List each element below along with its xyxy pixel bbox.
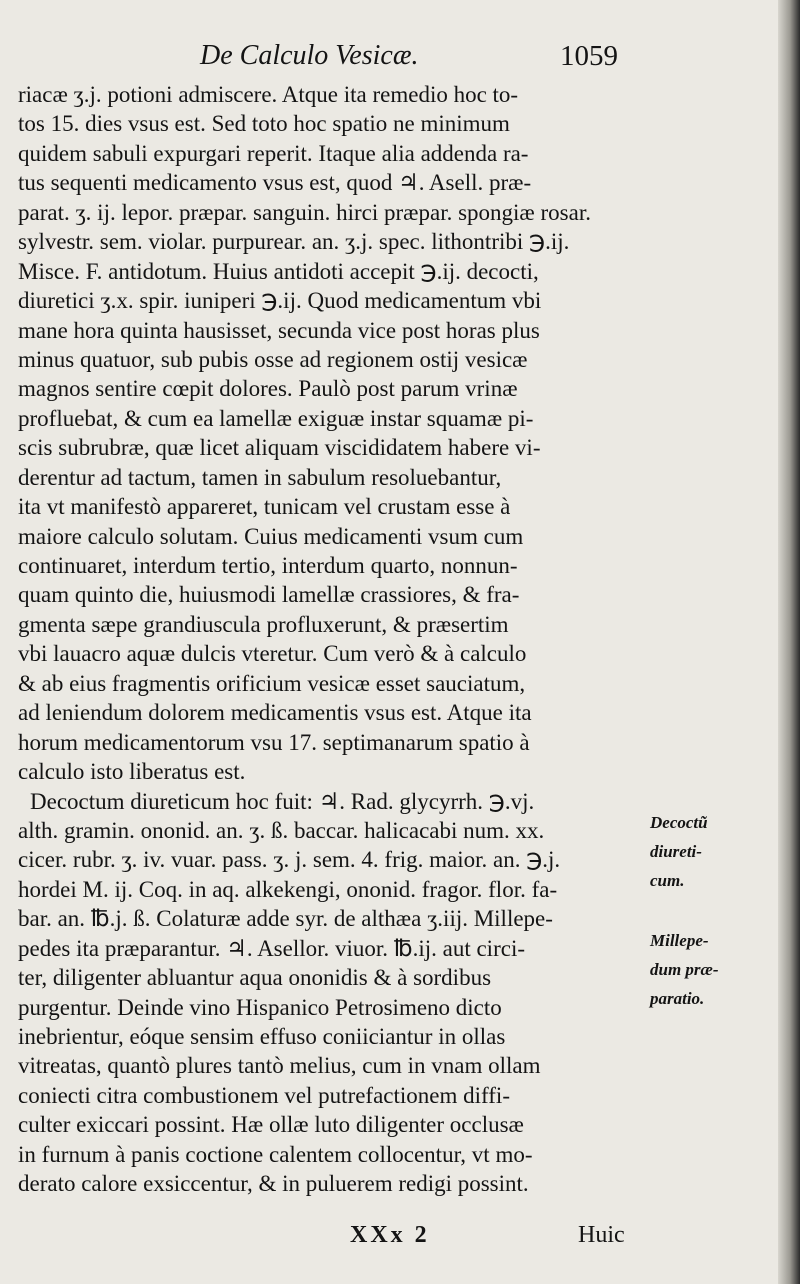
text-line: tos 15. dies vsus est. Sed toto hoc spatio ne minimum [18, 111, 510, 137]
text-line: derato calore exsiccentur, & in puluerem redigi possint. [18, 1171, 529, 1197]
text-line: mane hora quinta hausisset, secunda vice post horas plus [18, 317, 540, 343]
page-footer [0, 1222, 800, 1262]
text-line: Misce. F. antidotum. Huius antidoti accepit ℈.ij. decocti, [18, 258, 539, 284]
margin-note-millepedum [650, 926, 775, 1013]
text-line: scis subrubræ, quæ licet aliquam viscididatem habere vi- [18, 435, 541, 461]
text-line: vitreatas, quantò plures tantò melius, cum in vnam ollam [18, 1053, 541, 1079]
text-line: pedes ita præparantur. ♃. Asellor. viuor. ℔.ij. aut circi- [18, 935, 525, 961]
text-line: ad leniendum dolorem medicamentis vsus est. Atque ita [18, 700, 532, 726]
text-line: coniecti citra combustionem vel putrefactionem diffi- [18, 1082, 510, 1108]
text-line: parat. ʒ. ij. lepor. præpar. sanguin. hirci præpar. spongiæ rosar. [18, 199, 591, 225]
text-line: continuaret, interdum tertio, interdum quarto, nonnun- [18, 553, 518, 578]
text-line: & ab eius fragmentis orificium vesicæ esset sauciatum, [18, 670, 526, 696]
signature-mark: XXx 2 [350, 1222, 430, 1248]
text-line: calculo isto liberatus est. [18, 759, 246, 785]
text-line: Decoctum diureticum hoc fuit: ♃. Rad. glycyrrh. ℈.vj. [30, 788, 535, 814]
text-line: diuretici ʒ.x. spir. iuniperi ℈.ij. Quod medicamentum vbi [18, 288, 542, 314]
page-number: 1059 [560, 40, 618, 72]
margin-note-line: cum. [650, 871, 685, 890]
margin-note-line: Millepe- [650, 931, 709, 950]
text-line: gmenta sæpe grandiuscula profluxerunt, & præsertim [18, 611, 509, 637]
text-line: purgentur. Deinde vino Hispanico Petrosimeno dicto [18, 994, 502, 1020]
text-line: quam quinto die, huiusmodi lamellæ crassiores, & fra- [18, 582, 520, 608]
margin-note-line: paratio. [650, 989, 705, 1008]
text-line: horum medicamentorum vsu 17. septimanarum spatio à [18, 729, 530, 755]
text-line: culter exiccari possint. Hæ ollæ luto diligenter occlusæ [18, 1112, 524, 1138]
text-line: in furnum à panis coctione calentem collocentur, vt mo- [18, 1141, 533, 1167]
text-line: minus quatuor, sub pubis osse ad regionem ostij vesicæ [18, 346, 528, 372]
text-line: inebrientur, eóque sensim effuso coniiciantur in ollas [18, 1024, 506, 1049]
text-line: tus sequenti medicamento vsus est, quod ♃. Asell. præ- [18, 170, 532, 196]
page-edge-shadow [778, 0, 800, 1284]
text-line: derentur ad tactum, tamen in sabulum resoluebantur, [18, 464, 502, 490]
running-title: De Calculo Vesicæ. [200, 40, 419, 71]
text-line: ter, diligenter abluantur aqua ononidis & à sordibus [18, 965, 492, 991]
text-line: alth. gramin. ononid. an. ʒ. ß. baccar. halicacabi num. xx. [18, 817, 545, 843]
text-line: riacæ ʒ.j. potioni admiscere. Atque ita remedio hoc to- [18, 82, 519, 107]
text-line: quidem sabuli expurgari reperit. Itaque alia addenda ra- [18, 140, 529, 166]
text-line: sylvestr. sem. violar. purpurear. an. ʒ.j. spec. lithontribi ℈.ij. [18, 229, 570, 255]
text-line: cicer. rubr. ʒ. iv. vuar. pass. ʒ. j. sem. 4. frig. maior. an. ℈.j. [18, 847, 561, 873]
text-line: vbi lauacro aquæ dulcis vteretur. Cum verò & à calculo [18, 641, 527, 667]
text-line: bar. an. ℔.j. ß. Colaturæ adde syr. de althæa ʒ.iij. Millepe- [18, 906, 553, 932]
margin-note-line: dum præ- [650, 960, 719, 979]
margin-note-line: diureti- [650, 842, 702, 861]
page-header [200, 40, 630, 80]
text-line: magnos sentire cœpit dolores. Paulò post parum vrinæ [18, 376, 518, 402]
text-line: profluebat, & cum ea lamellæ exiguæ instar squamæ pi- [18, 405, 534, 431]
margin-note-line: Decoctũ [650, 813, 708, 832]
text-line: ita vt manifestò appareret, tunicam vel crustam esse à [18, 494, 511, 520]
catchword: Huic [578, 1222, 625, 1248]
text-line: hordei M. ij. Coq. in aq. alkekengi, ononid. fragor. flor. fa- [18, 876, 558, 902]
margin-note-decoctum [650, 808, 775, 895]
body-text [18, 80, 640, 1199]
text-line: maiore calculo solutam. Cuius medicamenti vsum cum [18, 523, 524, 549]
